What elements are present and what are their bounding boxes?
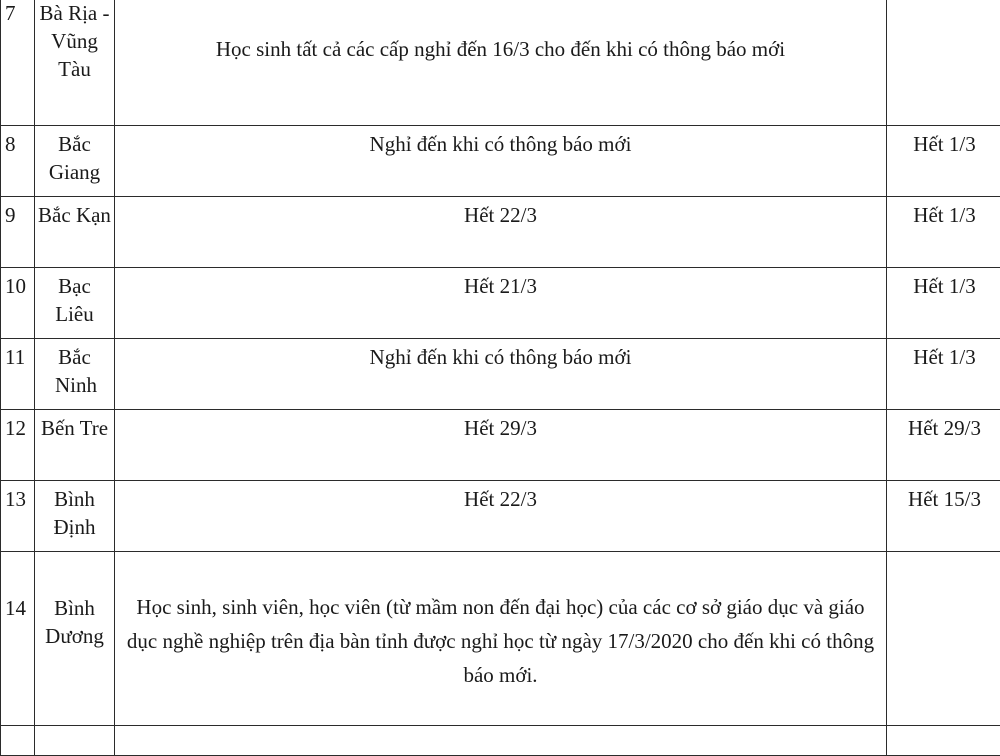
province-name: Bến Tre [35, 414, 114, 442]
row-number: 14 [1, 552, 35, 726]
province-name: Bắc Giang [35, 130, 114, 186]
end-date-cell: Hết 1/3 [887, 197, 1000, 268]
row-number: 12 [1, 410, 35, 481]
table-row [1, 126, 1000, 197]
row-number: 8 [1, 126, 35, 197]
province-cell [35, 339, 115, 410]
province-cell [35, 126, 115, 197]
row-number: 9 [1, 197, 35, 268]
table-row [1, 339, 1000, 410]
end-date-cell: Hết 29/3 [887, 410, 1000, 481]
students-text: Học sinh, sinh viên, học viên (từ mầm non đến đại học) của các cơ sở giáo dục và giáo dục nghề nghiệp trên địa bàn tỉnh được nghỉ học từ ngày 17/3/2020 cho đến khi có thông báo mới. [115, 590, 886, 692]
province-name: Bà Rịa - Vũng Tàu [35, 0, 114, 83]
table-row [1, 0, 1000, 126]
end-date-cell [887, 0, 1000, 126]
end-date-cell: Hết 15/3 [887, 481, 1000, 552]
row-number: 10 [1, 268, 35, 339]
province-cell [35, 268, 115, 339]
table-row [1, 197, 1000, 268]
province-cell [35, 0, 115, 126]
end-date-cell: Hết 1/3 [887, 126, 1000, 197]
row-number: 7 [1, 0, 35, 126]
province-name: Bắc Kạn [35, 201, 114, 229]
province-name: Bạc Liêu [35, 272, 114, 328]
row-number: 11 [1, 339, 35, 410]
province-cell [35, 410, 115, 481]
table-row [1, 410, 1000, 481]
end-date-cell [887, 552, 1000, 726]
row-number [1, 726, 35, 756]
province-name: Bình Dương [35, 594, 114, 650]
students-cell: Hết 22/3 [115, 197, 887, 268]
province-name: Bình Định [35, 485, 114, 541]
students-cell: Nghỉ đến khi có thông báo mới [115, 126, 887, 197]
table-row [1, 726, 1000, 756]
end-date-cell: Hết 1/3 [887, 339, 1000, 410]
students-cell: Hết 22/3 [115, 481, 887, 552]
students-cell: Hết 21/3 [115, 268, 887, 339]
table-row [1, 268, 1000, 339]
province-cell [35, 481, 115, 552]
row-number: 13 [1, 481, 35, 552]
province-cell [35, 197, 115, 268]
end-date-cell: Hết 1/3 [887, 268, 1000, 339]
end-date-cell [887, 726, 1000, 756]
students-cell [115, 552, 887, 726]
students-cell: Nghỉ đến khi có thông báo mới [115, 339, 887, 410]
students-cell [115, 726, 887, 756]
students-cell: Học sinh tất cả các cấp nghỉ đến 16/3 cho đến khi có thông báo mới [115, 0, 887, 126]
table-row [1, 481, 1000, 552]
province-cell [35, 552, 115, 726]
table-row [1, 552, 1000, 726]
students-cell: Hết 29/3 [115, 410, 887, 481]
province-name: Bắc Ninh [35, 343, 114, 399]
province-cell [35, 726, 115, 756]
